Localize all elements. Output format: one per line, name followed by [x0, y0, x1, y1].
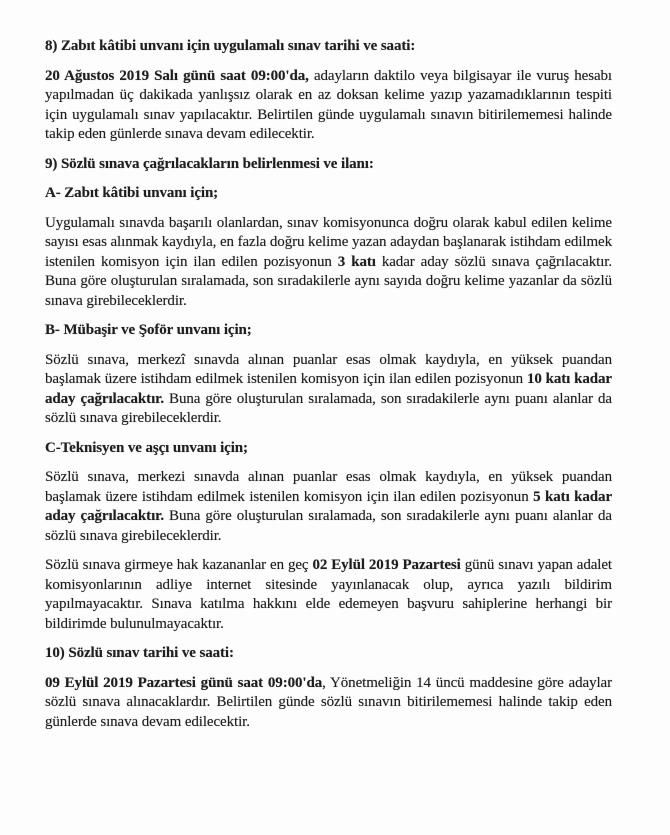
emphasis-text: B- Mübaşir ve Şoför unvanı için;: [45, 322, 252, 338]
body-text: Sözlü sınava girmeye hak kazananlar en geç: [45, 557, 313, 573]
emphasis-text: 10 katı kadar aday çağrılacaktır.: [45, 371, 612, 407]
section-9b-heading: [45, 321, 612, 341]
body-text: kadar aday sözlü sınava çağrılacaktır. Buna göre oluşturulan sıralamada, son sıradakilerle aynı sayıda doğru kelime yazanlar da sözlü sınava girebileceklerdir.: [45, 253, 612, 309]
emphasis-text: 10) Sözlü sınav tarihi ve saati:: [45, 645, 234, 661]
section-10-paragraph: [45, 674, 612, 733]
document-body: [45, 37, 612, 732]
section-10-heading: [45, 644, 612, 664]
section-8-heading: [45, 37, 612, 57]
emphasis-text: 20 Ağustos 2019 Salı günü saat 09:00'da,: [45, 67, 309, 84]
emphasis-text: A- Zabıt kâtibi unvanı için;: [45, 185, 219, 201]
emphasis-text: 09 Eylül 2019 Pazartesi günü saat 09:00'da: [45, 674, 323, 691]
body-text: Buna göre oluşturulan sıralamada, son sıradakilerle aynı puanı alanlar da sözlü sınava girebileceklerdir.: [45, 508, 612, 544]
section-9a-heading: [45, 184, 612, 204]
section-9c-heading: [45, 439, 612, 459]
body-text: günü sınavı yapan adalet komisyonlarının adliye internet sitesinde yayınlanacak olup, ayrıca yazılı bildirim yapılmayacaktır. Sınava katılma hakkını elde edemeyen başvuru sahiplerine herhangi bir bildirimde bulunulmayacaktır.: [45, 557, 612, 632]
emphasis-text: 5 katı kadar aday çağrılacaktır.: [45, 488, 612, 524]
emphasis-text: C-Teknisyen ve aşçı unvanı için;: [45, 439, 248, 456]
section-9-announcement-paragraph: [45, 556, 612, 634]
section-8-paragraph: [45, 67, 612, 145]
section-9c-paragraph: [45, 468, 612, 546]
body-text: Uygulamalı sınavda başarılı olanlardan, sınav komisyonunca doğru olarak kabul edilen kelime sayısı esas alınmak kaydıyla, en fazla doğru kelime yazan adaydan başlanarak istihdam edilmek istenilen komisyon için ilan edilen pozisyonun: [45, 214, 612, 270]
body-text: Buna göre oluşturulan sıralamada, son sıradakilerle aynı puanı alanlar da sözlü sınava girebileceklerdir.: [45, 390, 612, 426]
body-text: adayların daktilo veya bilgisayar ile vuruş hesabı yapılmadan üç dakikada yanlışsız olarak en az doksan kelime yazıp yazamadıklarının tespiti için uygulamalı sınav yapılacaktır. Belirtilen günde uygulamalı sınavın bitirilememesi halinde takip eden günlerde sınava devam edilecektir.: [45, 67, 612, 142]
body-text: , Yönetmeliğin 14 üncü maddesine göre adaylar sözlü sınava alınacaklardır. Belirtilen günde sözlü sınavın bitirilememesi halinde takip eden günlerde sınava devam edilecektir.: [45, 674, 612, 730]
section-9a-paragraph: [45, 214, 612, 312]
emphasis-text: 8) Zabıt kâtibi unvanı için uygulamalı sınav tarihi ve saati:: [45, 38, 416, 54]
section-9b-paragraph: [45, 351, 612, 429]
emphasis-text: 3 katı: [337, 253, 376, 270]
section-9-heading: [45, 155, 612, 175]
emphasis-text: 9) Sözlü sınava çağrılacakların belirlenmesi ve ilanı:: [45, 155, 374, 172]
body-text: Sözlü sınava, merkezî sınavda alınan puanlar esas olmak kaydıyla, en yüksek puandan başlamak üzere istihdam edilmek istenilen komisyon için ilan edilen pozisyonun: [45, 351, 612, 387]
emphasis-text: 02 Eylül 2019 Pazartesi: [312, 557, 461, 573]
body-text: Sözlü sınava, merkezi sınavda alınan puanlar esas olmak kaydıyla, en yüksek puandan başlamak üzere istihdam edilmek istenilen komisyon için ilan edilen pozisyonun: [45, 469, 612, 505]
